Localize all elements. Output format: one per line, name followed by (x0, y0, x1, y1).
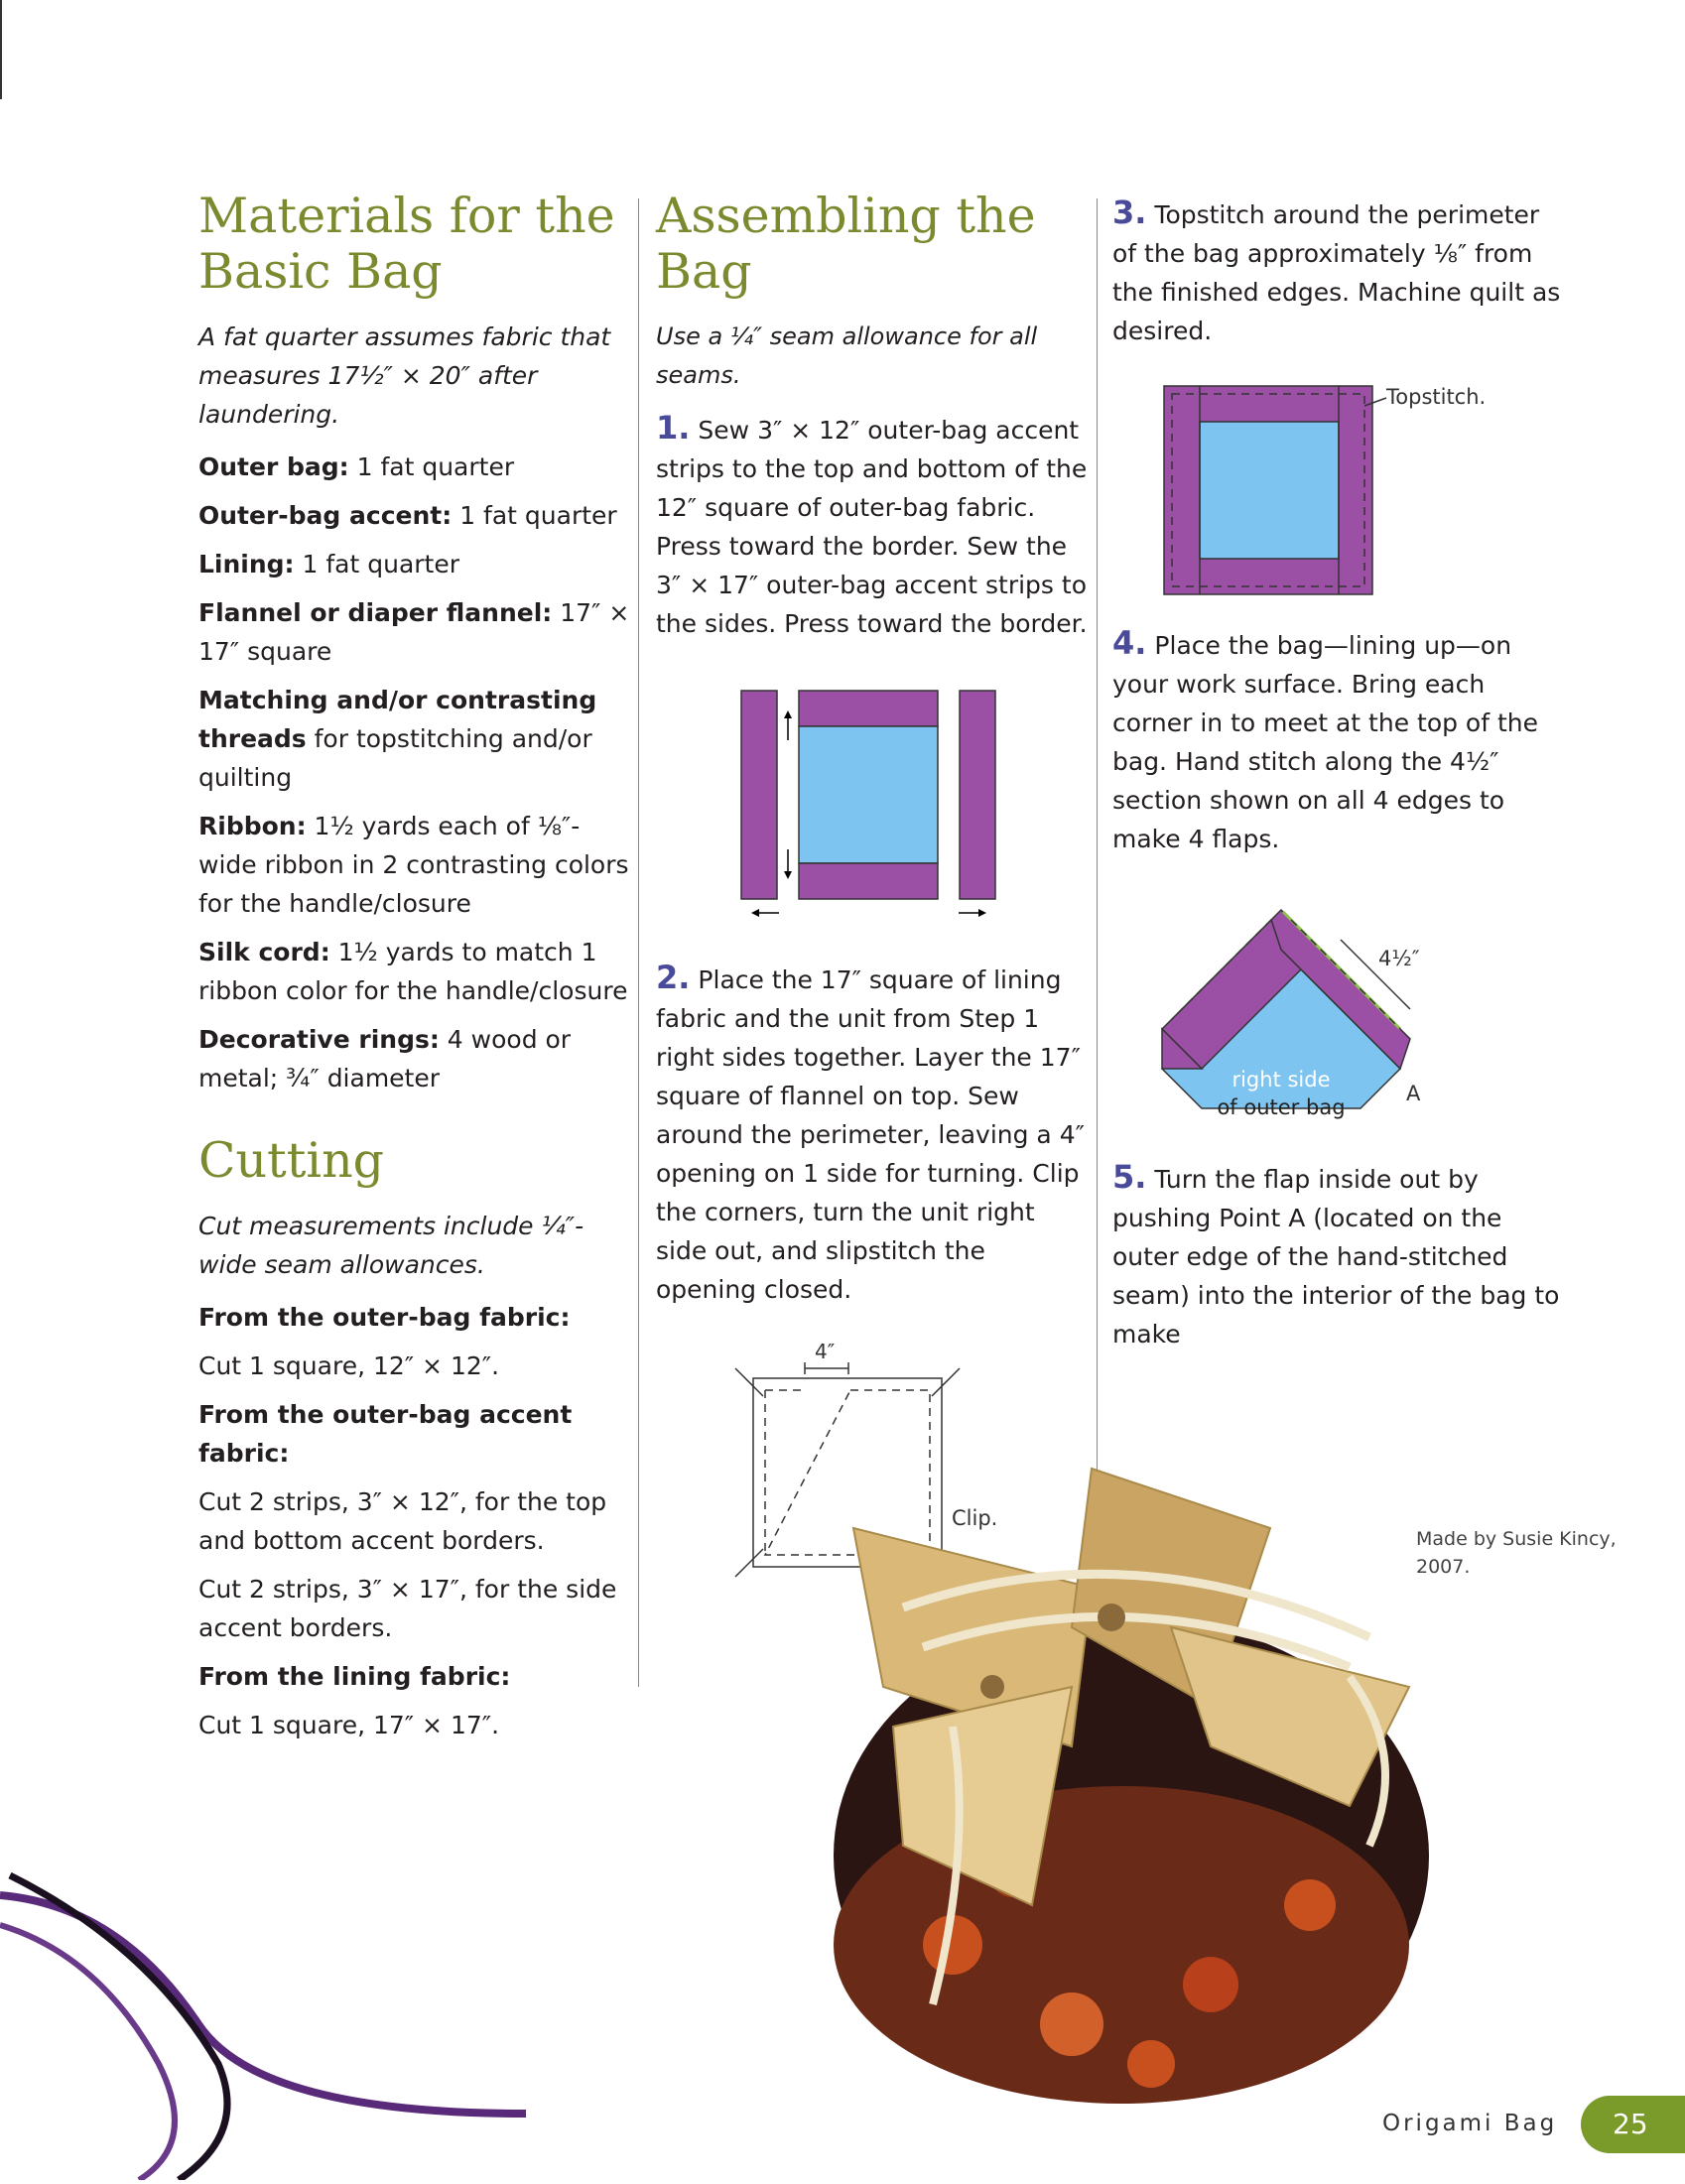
bottom-accent-strip (799, 863, 938, 899)
step-4 (1112, 624, 1569, 858)
materials-list (198, 448, 635, 1097)
caption-line-1: Made by Susie Kincy, (1416, 1528, 1617, 1550)
material-item (198, 593, 635, 671)
cutting-line: Cut 1 square, 12″ × 12″. (198, 1351, 500, 1380)
material-text: 4 wood or metal; ¾″ diameter (198, 1025, 572, 1092)
assembling-intro: Use a ¼″ seam allowance for all seams. (656, 322, 1038, 389)
ribbon-decoration (0, 1865, 556, 2180)
material-item (198, 807, 635, 923)
step-number: 4. (1112, 624, 1147, 662)
diagram-step-3 (1112, 376, 1569, 624)
opening-label: 4″ (815, 1340, 836, 1363)
center-square (799, 726, 938, 863)
material-item (198, 496, 635, 535)
clip-label: Clip. (952, 1506, 998, 1530)
flap-text-1: right side (1231, 1068, 1331, 1092)
material-text: 1½ yards to match 1 ribbon color for the handle/closure (198, 938, 628, 1005)
page-edge (0, 0, 2, 99)
material-item (198, 681, 635, 797)
step-number: 3. (1112, 193, 1147, 231)
step-text: Place the bag—lining up—on your work surface. Bring each corner in to meet at the top of the bag. Hand stitch along the 4½″ section shown on all 4 edges to make 4 flaps. (1112, 631, 1539, 853)
photo-caption (1416, 1525, 1617, 1581)
step-5 (1112, 1158, 1569, 1353)
footer-label: Origami Bag (1382, 2111, 1558, 2136)
material-text: 1 fat quarter (348, 452, 515, 481)
material-label: Matching and/or contrasting threads (198, 686, 597, 753)
column-divider-1 (638, 198, 639, 1687)
materials-title: Materials for the Basic Bag (198, 188, 615, 300)
step-text: Turn the flap inside out by pushing Point A (located on the outer edge of the hand-stitched seam) into the interior of the bag to make (1112, 1165, 1560, 1349)
material-label: Outer-bag accent: (198, 501, 453, 530)
cutting-group-heading: From the outer-bag accent fabric: (198, 1400, 573, 1468)
cutting-line: Cut 1 square, 17″ × 17″. (198, 1711, 500, 1739)
top-accent-strip (799, 691, 938, 726)
cutting-title: Cutting (198, 1132, 385, 1189)
step-2 (656, 959, 1093, 1309)
material-text: 17″ × 17″ square (198, 598, 630, 666)
step-number: 5. (1112, 1158, 1147, 1196)
cutting-group-heading: From the outer-bag fabric: (198, 1303, 571, 1332)
column-divider-2 (1097, 198, 1098, 1488)
flap-text-2: of outer bag (1217, 1095, 1346, 1119)
page-number: 25 (1581, 2096, 1685, 2153)
step-text: Sew 3″ × 12″ outer-bag accent strips to the top and bottom of the 12″ square of outer-bag fabric. Press toward the border. Sew the 3″ × 17″ outer-bag accent strips to the sides. Press toward the border. (656, 416, 1088, 638)
topstitch-label: Topstitch. (1386, 385, 1487, 409)
materials-intro: A fat quarter assumes fabric that measures 17½″ × 20″ after laundering. (198, 322, 611, 429)
assembling-column (656, 189, 1093, 1597)
material-item (198, 448, 635, 486)
material-item (198, 933, 635, 1010)
material-item (198, 1020, 635, 1097)
material-text: 1 fat quarter (294, 550, 460, 578)
material-text: 1½ yards each of ⅛″-wide ribbon in 2 contrasting colors for the handle/closure (198, 812, 629, 918)
flap-measure-label: 4½″ (1378, 947, 1420, 970)
material-label: Silk cord: (198, 938, 330, 966)
step-number: 2. (656, 959, 691, 996)
cutting-list (198, 1298, 635, 1744)
step-text: Place the 17″ square of lining fabric and the unit from Step 1 right sides together. Layer the 17″ square of flannel on top. Sew around the perimeter, leaving a 4″ opening on 1 side for turning. Clip the corners, turn the unit right side out, and slipstitch the opening closed. (656, 965, 1085, 1304)
material-text: 1 fat quarter (452, 501, 617, 530)
material-label: Ribbon: (198, 812, 307, 840)
material-label: Flannel or diaper flannel: (198, 598, 553, 627)
step-1 (656, 409, 1093, 643)
diagram-step-1 (656, 671, 1093, 959)
caption-line-2: 2007. (1416, 1556, 1471, 1578)
material-item (198, 545, 635, 583)
material-label: Decorative rings: (198, 1025, 440, 1054)
step-3 (1112, 193, 1569, 350)
cutting-intro: Cut measurements include ¼″-wide seam allowances. (198, 1212, 584, 1279)
material-label: Outer bag: (198, 452, 349, 481)
step-number: 1. (656, 409, 691, 447)
step-text: Topstitch around the perimeter of the bag approximately ⅛″ from the finished edges. Machine quilt as desired. (1112, 200, 1561, 345)
steps-column (1112, 193, 1569, 1353)
left-accent-strip (741, 691, 777, 899)
right-accent-strip (960, 691, 995, 899)
cutting-line: Cut 2 strips, 3″ × 17″, for the side accent borders. (198, 1575, 617, 1642)
material-label: Lining: (198, 550, 295, 578)
cutting-line: Cut 2 strips, 3″ × 12″, for the top and bottom accent borders. (198, 1487, 607, 1555)
assembling-title: Assembling the Bag (656, 188, 1036, 300)
diagram-step-4 (1112, 880, 1569, 1158)
point-a-label: A (1406, 1082, 1421, 1105)
cutting-group-heading: From the lining fabric: (198, 1662, 511, 1691)
material-text: for topstitching and/or quilting (198, 724, 592, 792)
materials-column (198, 189, 635, 1754)
